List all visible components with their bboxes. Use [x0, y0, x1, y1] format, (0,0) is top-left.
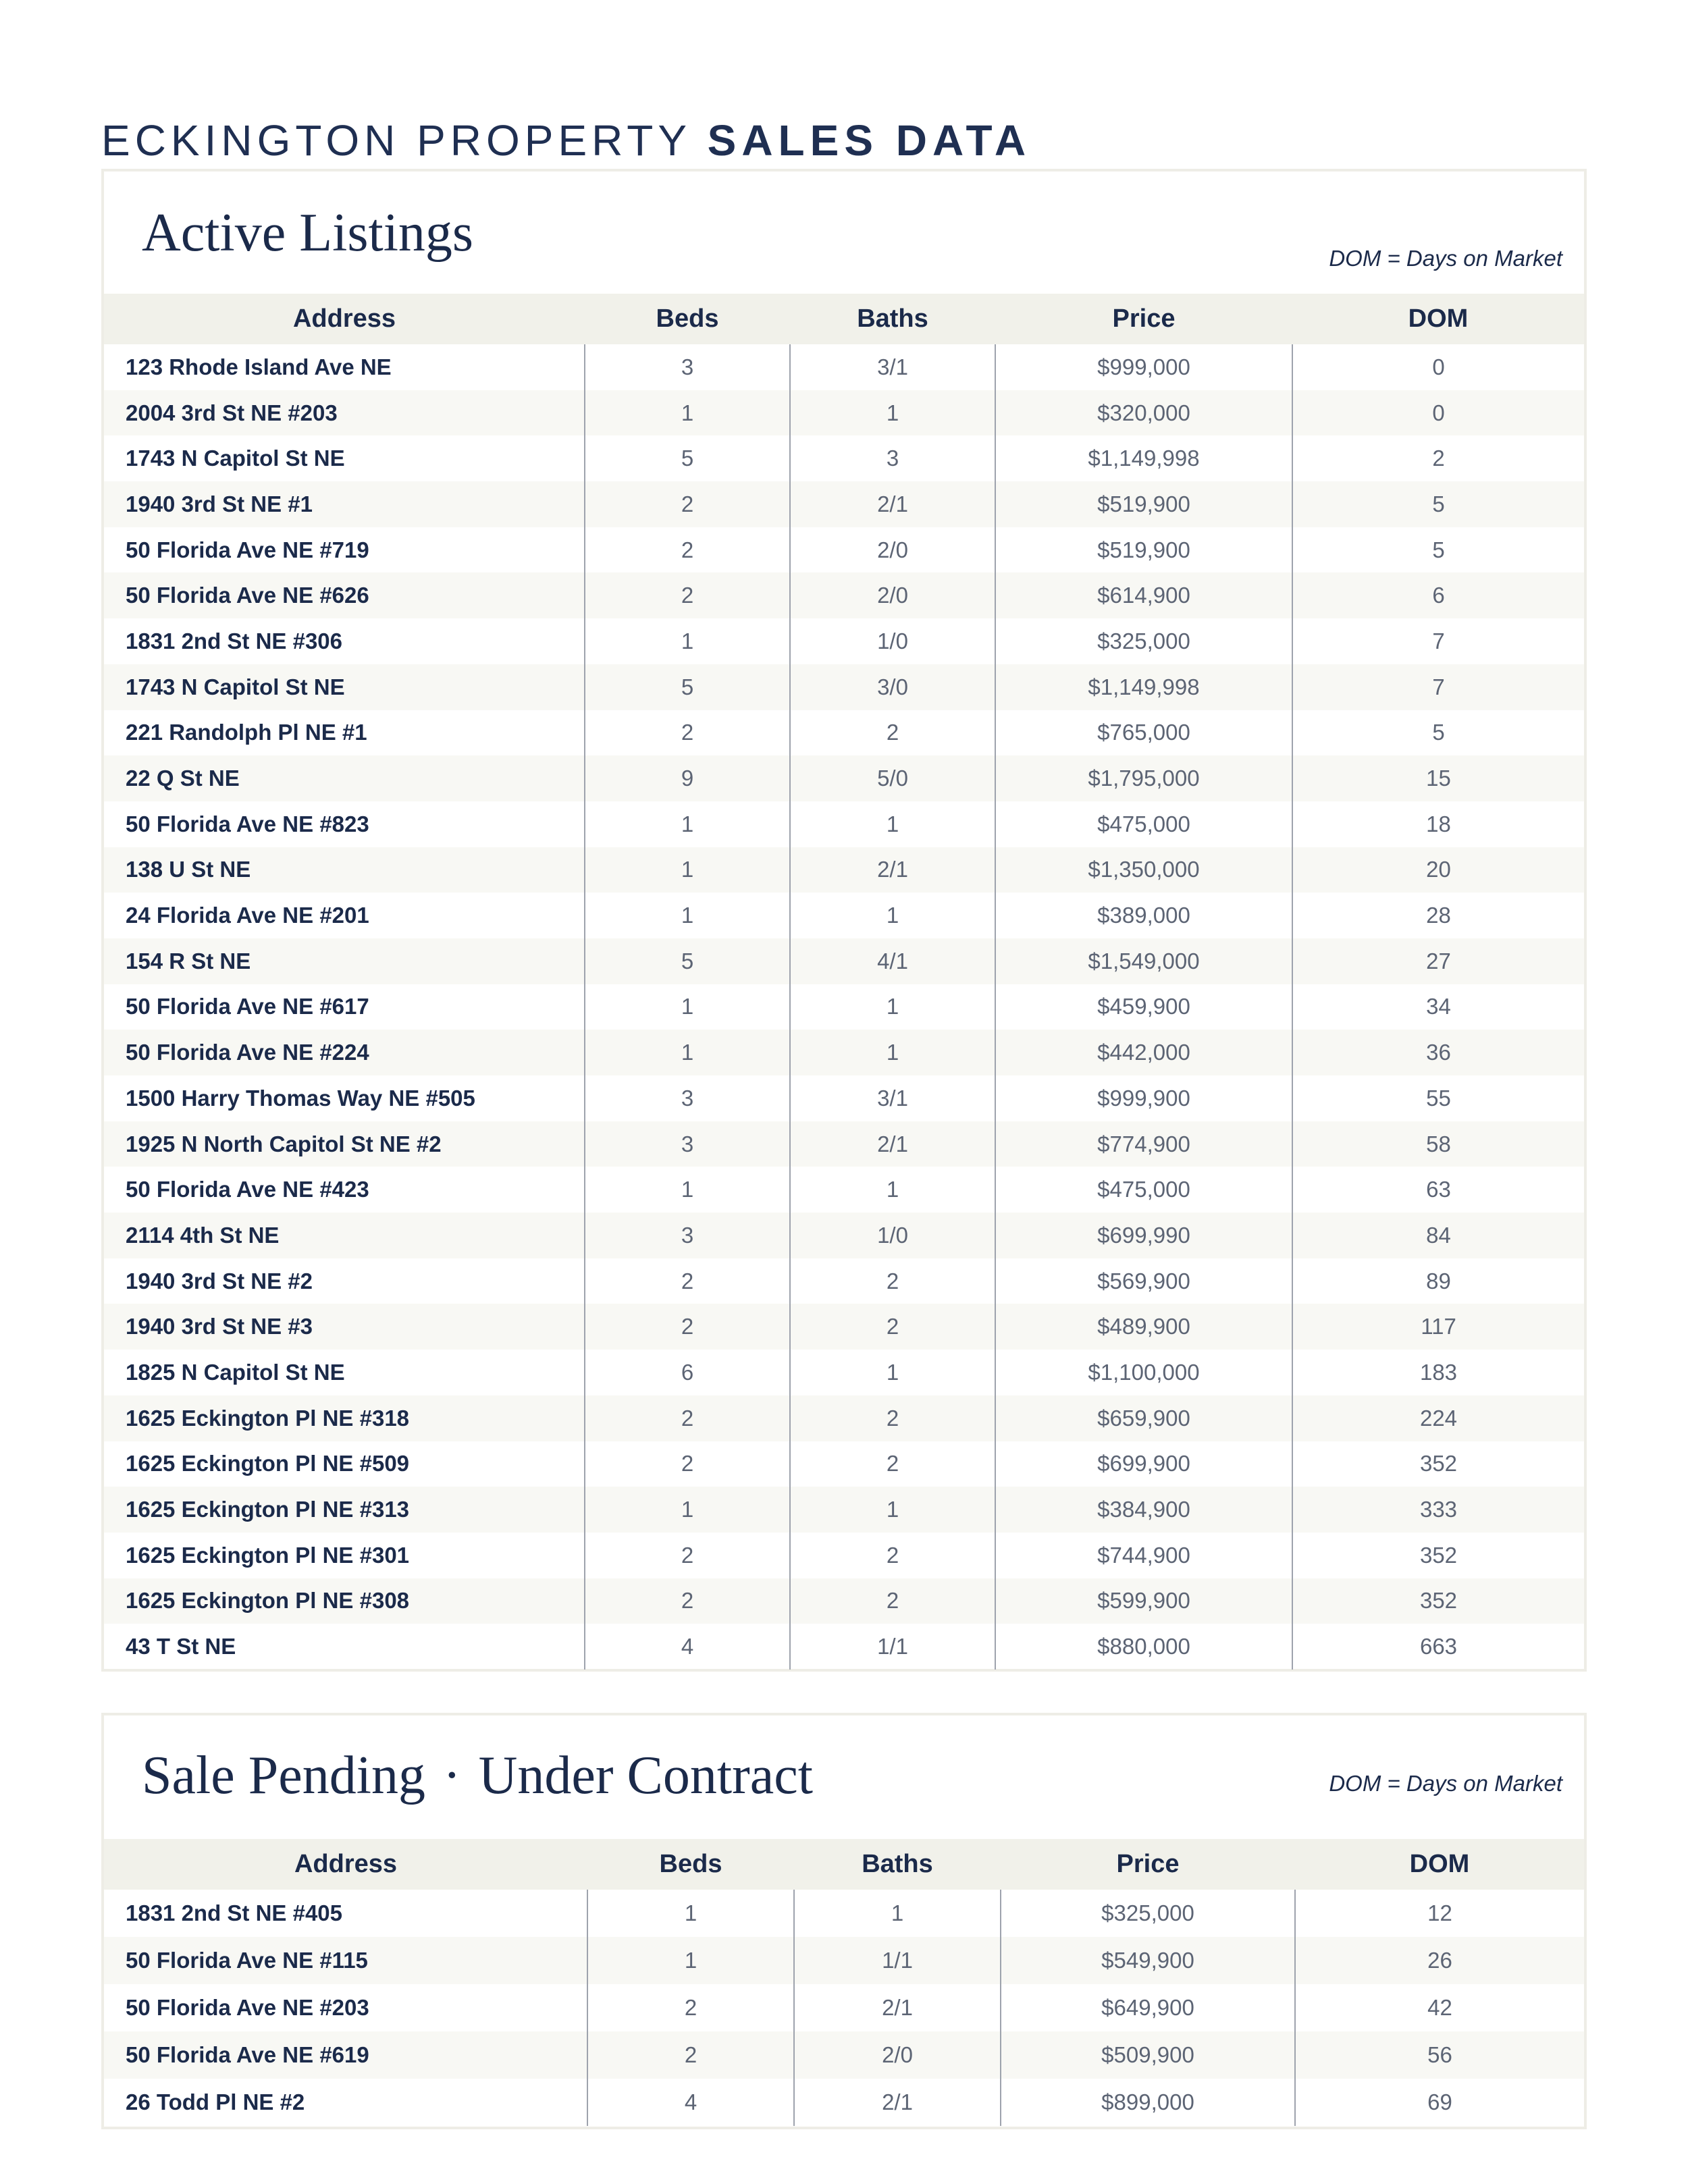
cell-price: $774,900: [995, 1121, 1292, 1167]
cell-beds: 2: [585, 1441, 790, 1487]
cell-price: $509,900: [1001, 2031, 1295, 2079]
cell-baths: 1: [790, 801, 995, 847]
table-row: [104, 847, 1584, 893]
col-beds: Beds: [587, 1839, 794, 1890]
dom-legend: DOM = Days on Market: [1329, 1771, 1562, 1796]
cell-dom: 18: [1292, 801, 1584, 847]
cell-price: $1,549,000: [995, 938, 1292, 984]
cell-price: $519,900: [995, 481, 1292, 527]
cell-address: 26 Todd Pl NE #2: [126, 2089, 305, 2114]
cell-price: $880,000: [995, 1624, 1292, 1670]
cell-address: 1940 3rd St NE #3: [104, 1304, 585, 1350]
cell-beds: 2: [587, 2031, 794, 2079]
cell-dom: 352: [1292, 1578, 1584, 1624]
cell-price: $999,900: [995, 1075, 1292, 1121]
cell-dom: 58: [1292, 1121, 1584, 1167]
cell-dom: 224: [1292, 1395, 1584, 1441]
cell-address: 1625 Eckington Pl NE #301: [126, 1542, 410, 1568]
cell-dom: 333: [1292, 1487, 1584, 1533]
cell-address: 50 Florida Ave NE #617: [126, 994, 369, 1019]
cell-baths: 1/1: [790, 1624, 995, 1670]
table-row: [104, 1441, 1584, 1487]
cell-price: $569,900: [995, 1258, 1292, 1304]
cell-beds: 1: [585, 1030, 790, 1075]
cell-price: $325,000: [1001, 1890, 1295, 1937]
cell-dom: 352: [1292, 1441, 1584, 1487]
table-row: [104, 1487, 1584, 1533]
cell-dom: 5: [1292, 481, 1584, 527]
sale-pending-body: [104, 1890, 1584, 2126]
cell-dom: 352: [1292, 1533, 1584, 1578]
cell-beds: 2: [585, 481, 790, 527]
cell-address: 50 Florida Ave NE #823: [126, 811, 369, 836]
sale-pending-title: [142, 1745, 813, 1807]
cell-price: $699,990: [995, 1213, 1292, 1258]
cell-address: 2004 3rd St NE #203: [104, 390, 585, 436]
cell-baths: 2: [790, 1304, 995, 1350]
cell-address: 221 Randolph Pl NE #1: [126, 720, 367, 745]
cell-beds: 1: [585, 984, 790, 1030]
active-listings-card: [101, 169, 1587, 1672]
cell-beds: 1: [585, 1487, 790, 1533]
sale-pending-title-b: Under Contract: [478, 1746, 813, 1805]
table-row: [104, 801, 1584, 847]
active-listings-title: Active Listings: [142, 203, 474, 263]
cell-beds: 5: [585, 435, 790, 481]
table-row: [104, 1075, 1584, 1121]
cell-price: $1,795,000: [995, 755, 1292, 801]
cell-dom: 36: [1292, 1030, 1584, 1075]
cell-price: $519,900: [995, 527, 1292, 573]
table-row: [104, 1213, 1584, 1258]
sale-pending-title-a: Sale Pending: [142, 1746, 425, 1805]
table-row: [104, 893, 1584, 938]
table-row: [104, 344, 1584, 390]
cell-dom: 55: [1292, 1075, 1584, 1121]
table-row: [104, 1350, 1584, 1395]
cell-beds: 1: [587, 1890, 794, 1937]
cell-beds: 2: [585, 1258, 790, 1304]
cell-beds: 3: [585, 1075, 790, 1121]
table-row: [104, 1890, 1584, 1937]
cell-address: 1743 N Capitol St NE: [104, 664, 585, 710]
cell-baths: 2: [790, 710, 995, 756]
cell-dom: 15: [1292, 755, 1584, 801]
cell-price: $459,900: [995, 984, 1292, 1030]
cell-beds: 2: [585, 572, 790, 618]
cell-dom: 0: [1292, 390, 1584, 436]
cell-price: $765,000: [995, 710, 1292, 756]
table-row: [104, 1121, 1584, 1167]
cell-dom: 0: [1292, 344, 1584, 390]
cell-address: 2114 4th St NE: [104, 1213, 585, 1258]
cell-beds: 1: [585, 801, 790, 847]
cell-beds: 4: [587, 2079, 794, 2126]
cell-dom: 42: [1295, 1984, 1584, 2031]
cell-baths: 1: [790, 893, 995, 938]
cell-dom: 7: [1292, 618, 1584, 664]
table-row: [104, 572, 1584, 618]
table-row: [104, 2031, 1584, 2079]
cell-baths: 1/0: [790, 618, 995, 664]
table-row: [104, 481, 1584, 527]
cell-beds: 1: [585, 390, 790, 436]
table-row: [104, 664, 1584, 710]
col-dom: DOM: [1295, 1839, 1584, 1890]
cell-dom: 27: [1292, 938, 1584, 984]
cell-price: $659,900: [995, 1395, 1292, 1441]
cell-dom: 84: [1292, 1213, 1584, 1258]
page-title-bold: SALES DATA: [707, 115, 1032, 165]
cell-price: $649,900: [1001, 1984, 1295, 2031]
cell-baths: 2: [790, 1578, 995, 1624]
cell-price: $614,900: [995, 572, 1292, 618]
cell-address: 1925 N North Capitol St NE #2: [104, 1121, 585, 1167]
cell-address: 123 Rhode Island Ave NE: [126, 354, 392, 379]
cell-address: 1625 Eckington Pl NE #313: [104, 1487, 585, 1533]
cell-dom: 183: [1292, 1350, 1584, 1395]
cell-beds: 5: [585, 664, 790, 710]
col-beds: Beds: [585, 294, 790, 344]
cell-baths: 1/0: [790, 1213, 995, 1258]
cell-baths: 2: [790, 1395, 995, 1441]
cell-beds: 1: [585, 847, 790, 893]
cell-price: $549,900: [1001, 1937, 1295, 1984]
cell-beds: 1: [585, 618, 790, 664]
cell-baths: 2/1: [790, 847, 995, 893]
cell-dom: 6: [1292, 572, 1584, 618]
cell-beds: 3: [585, 1121, 790, 1167]
cell-baths: 3: [790, 435, 995, 481]
page-title-light: ECKINGTON PROPERTY: [101, 115, 691, 165]
cell-address: 1825 N Capitol St NE: [126, 1359, 345, 1385]
cell-baths: 2: [790, 1258, 995, 1304]
col-dom: DOM: [1292, 294, 1584, 344]
cell-baths: 1: [794, 1890, 1001, 1937]
cell-address: 1743 N Capitol St NE: [126, 446, 345, 471]
cell-baths: 3/1: [790, 1075, 995, 1121]
cell-price: $442,000: [995, 1030, 1292, 1075]
table-row: [104, 938, 1584, 984]
cell-address: 50 Florida Ave NE #626: [104, 572, 585, 618]
cell-baths: 3/0: [790, 664, 995, 710]
cell-beds: 2: [585, 1578, 790, 1624]
cell-price: $489,900: [995, 1304, 1292, 1350]
table-row: [104, 1533, 1584, 1578]
cell-baths: 2/1: [790, 481, 995, 527]
title-separator: ·: [442, 1746, 461, 1805]
cell-dom: 69: [1295, 2079, 1584, 2126]
dom-legend: DOM = Days on Market: [1329, 246, 1562, 271]
cell-price: $999,000: [995, 344, 1292, 390]
cell-beds: 4: [585, 1624, 790, 1670]
cell-baths: 2: [790, 1533, 995, 1578]
cell-address: 24 Florida Ave NE #201: [126, 903, 369, 928]
col-address: Address: [104, 1839, 587, 1890]
cell-price: $1,149,998: [995, 435, 1292, 481]
page-title: [101, 115, 1031, 165]
cell-address: 22 Q St NE: [104, 755, 585, 801]
cell-price: $320,000: [995, 390, 1292, 436]
cell-price: $744,900: [995, 1533, 1292, 1578]
cell-address: 1940 3rd St NE #2: [126, 1268, 313, 1294]
cell-beds: 2: [585, 1304, 790, 1350]
cell-beds: 1: [585, 1167, 790, 1213]
cell-address: 43 T St NE: [126, 1634, 236, 1659]
table-row: [104, 390, 1584, 436]
cell-beds: 9: [585, 755, 790, 801]
table-row: [104, 618, 1584, 664]
cell-beds: 1: [587, 1937, 794, 1984]
cell-price: $384,900: [995, 1487, 1292, 1533]
table-row: [104, 1578, 1584, 1624]
cell-address: 50 Florida Ave NE #224: [104, 1030, 585, 1075]
sale-pending-card: [101, 1713, 1587, 2129]
sale-pending-table: [104, 1839, 1584, 2126]
cell-baths: 2/1: [790, 1121, 995, 1167]
cell-address: 154 R St NE: [104, 938, 585, 984]
cell-dom: 5: [1292, 710, 1584, 756]
cell-address: 50 Florida Ave NE #203: [126, 1995, 369, 2020]
table-row: [104, 1624, 1584, 1670]
cell-dom: 12: [1295, 1890, 1584, 1937]
table-row: [104, 1167, 1584, 1213]
cell-beds: 2: [585, 1533, 790, 1578]
cell-beds: 2: [587, 1984, 794, 2031]
cell-price: $1,350,000: [995, 847, 1292, 893]
cell-baths: 4/1: [790, 938, 995, 984]
cell-price: $1,100,000: [995, 1350, 1292, 1395]
active-listings-body: [104, 344, 1584, 1670]
cell-baths: 2/1: [794, 1984, 1001, 2031]
table-row: [104, 1258, 1584, 1304]
cell-baths: 2/1: [794, 2079, 1001, 2126]
cell-dom: 117: [1292, 1304, 1584, 1350]
cell-baths: 3/1: [790, 344, 995, 390]
cell-address: 1625 Eckington Pl NE #308: [104, 1578, 585, 1624]
cell-dom: 56: [1295, 2031, 1584, 2079]
cell-baths: 2: [790, 1441, 995, 1487]
table-row: [104, 755, 1584, 801]
cell-beds: 3: [585, 344, 790, 390]
cell-dom: 5: [1292, 527, 1584, 573]
cell-address: 1625 Eckington Pl NE #509: [126, 1451, 410, 1476]
cell-price: $899,000: [1001, 2079, 1295, 2126]
cell-dom: 26: [1295, 1937, 1584, 1984]
table-row: [104, 527, 1584, 573]
cell-dom: 663: [1292, 1624, 1584, 1670]
cell-dom: 34: [1292, 984, 1584, 1030]
cell-dom: 20: [1292, 847, 1584, 893]
cell-beds: 2: [585, 527, 790, 573]
table-header-row: [104, 1839, 1584, 1890]
cell-address: 1500 Harry Thomas Way NE #505: [126, 1085, 475, 1111]
cell-price: $475,000: [995, 1167, 1292, 1213]
table-row: [104, 1304, 1584, 1350]
cell-dom: 89: [1292, 1258, 1584, 1304]
cell-address: 50 Florida Ave NE #423: [126, 1177, 369, 1202]
cell-beds: 6: [585, 1350, 790, 1395]
cell-price: $1,149,998: [995, 664, 1292, 710]
cell-address: 1625 Eckington Pl NE #318: [104, 1395, 585, 1441]
cell-beds: 2: [585, 710, 790, 756]
table-row: [104, 1937, 1584, 1984]
cell-dom: 28: [1292, 893, 1584, 938]
cell-dom: 2: [1292, 435, 1584, 481]
cell-baths: 1: [790, 1487, 995, 1533]
cell-baths: 1: [790, 1167, 995, 1213]
cell-dom: 7: [1292, 664, 1584, 710]
cell-dom: 63: [1292, 1167, 1584, 1213]
cell-address: 50 Florida Ave NE #115: [104, 1937, 587, 1984]
table-header-row: [104, 294, 1584, 344]
col-baths: Baths: [790, 294, 995, 344]
cell-price: $475,000: [995, 801, 1292, 847]
cell-address: 50 Florida Ave NE #619: [104, 2031, 587, 2079]
cell-beds: 2: [585, 1395, 790, 1441]
col-baths: Baths: [794, 1839, 1001, 1890]
cell-beds: 1: [585, 893, 790, 938]
cell-baths: 1/1: [794, 1937, 1001, 1984]
table-row: [104, 1395, 1584, 1441]
cell-baths: 2/0: [794, 2031, 1001, 2079]
cell-baths: 5/0: [790, 755, 995, 801]
cell-baths: 1: [790, 984, 995, 1030]
cell-address: 1831 2nd St NE #306: [126, 628, 343, 654]
cell-baths: 1: [790, 390, 995, 436]
table-row: [104, 435, 1584, 481]
col-address: Address: [104, 294, 585, 344]
cell-address: 1940 3rd St NE #1: [104, 481, 585, 527]
cell-beds: 3: [585, 1213, 790, 1258]
cell-address: 50 Florida Ave NE #719: [126, 537, 369, 562]
cell-address: 1831 2nd St NE #405: [126, 1900, 343, 1925]
cell-beds: 5: [585, 938, 790, 984]
cell-baths: 1: [790, 1350, 995, 1395]
col-price: Price: [1001, 1839, 1295, 1890]
table-row: [104, 984, 1584, 1030]
cell-price: $599,900: [995, 1578, 1292, 1624]
cell-baths: 2/0: [790, 527, 995, 573]
table-row: [104, 710, 1584, 756]
table-row: [104, 1030, 1584, 1075]
cell-baths: 1: [790, 1030, 995, 1075]
col-price: Price: [995, 294, 1292, 344]
table-row: [104, 1984, 1584, 2031]
cell-baths: 2/0: [790, 572, 995, 618]
cell-price: $389,000: [995, 893, 1292, 938]
cell-price: $325,000: [995, 618, 1292, 664]
table-row: [104, 2079, 1584, 2126]
cell-address: 138 U St NE: [104, 847, 585, 893]
cell-price: $699,900: [995, 1441, 1292, 1487]
active-listings-table: [104, 294, 1584, 1670]
